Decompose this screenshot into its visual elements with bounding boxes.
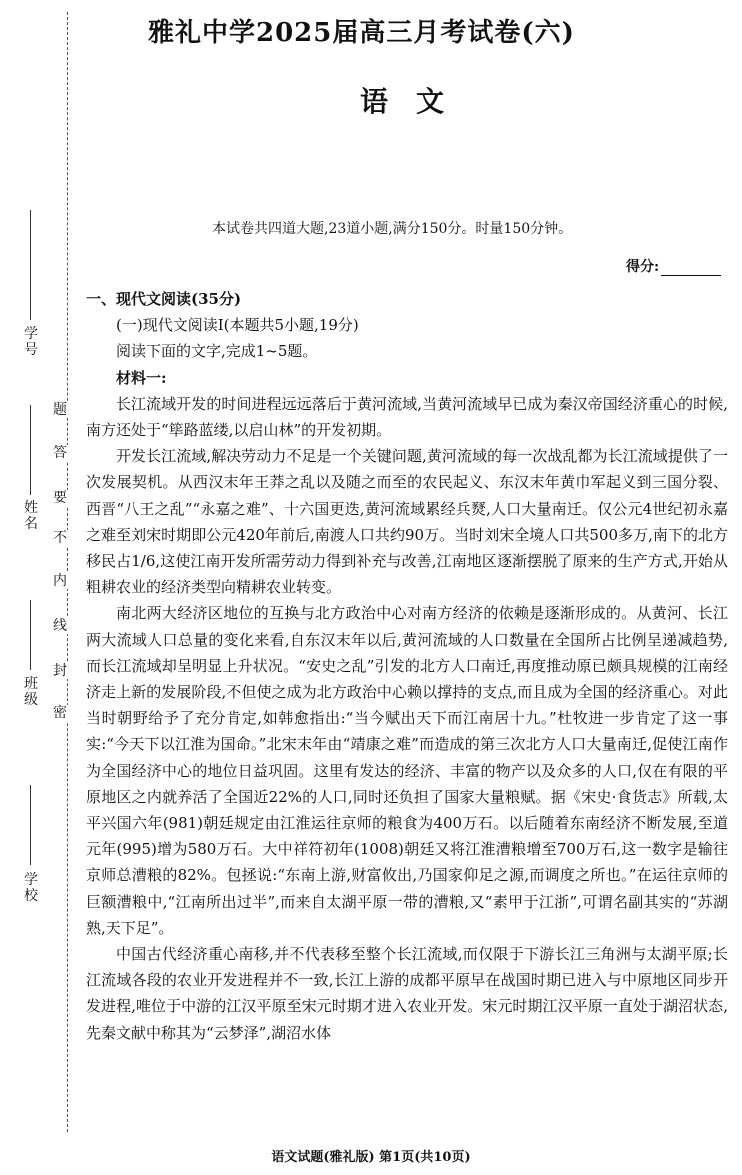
seal-char: 题 (53, 402, 67, 418)
school-label: 学校 (24, 872, 38, 904)
score-blank-line (661, 263, 721, 276)
binding-margin (0, 0, 80, 1175)
name-label: 姓名 (24, 500, 38, 532)
paragraph: 开发长江流域,解决劳动力不足是一个关键问题,黄河流域的每一次战乱都为长江流域提供了一次发展契机。从西汉末年王莽之乱以及随之而至的农民起义、东汉末年黄巾军起义到三国分裂、西晋“八王之乱”“永嘉之难”、十六国更迭,黄河流域累经兵燹,人口大量南迁。仅公元4世纪初永嘉之难至刘宋时期即公元420年前后,南渡人口共约90万。当时刘宋全境人口共500多万,南下的北方移民占1/6,这使江南开发所需劳动力得到补充与改善,江南地区逐渐摆脱了原来的生产方式,开始从粗耕农业的经济类型向精耕农业转变。 (86, 447, 728, 597)
seal-char: 封 (53, 663, 67, 679)
class-label: 班级 (24, 676, 38, 708)
score-field (626, 256, 721, 276)
student-id-label: 学号 (24, 326, 38, 358)
name-line (30, 405, 31, 495)
material-label: 材料一: (116, 368, 167, 387)
school-line (30, 785, 31, 865)
reading-directive: 阅读下面的文字,完成1~5题。 (116, 342, 318, 361)
paragraph: 南北两大经济区地位的互换与北方政治中心对南方经济的依赖是逐渐形成的。从黄河、长江两大流域人口总量的变化来看,自东汉末年以后,黄河流域的人口数量在全国所占比例呈递减趋势,而长江流域却呈明显上升状况。“安史之乱”引发的北方人口南迁,再度推动原已颇具规模的江南经济走上新的发展阶段,不但使之成为北方政治中心赖以撑持的支点,而且成为全国的经济重心。对此当时朝野给予了充分肯定,如韩愈指出:“当今赋出天下而江南居十九。”杜牧进一步肯定了这一事实:“今天下以江淮为国命。”北宋末年由“靖康之难”而造成的第三次北方人口大量南迁,促使江南作为全国经济中心的地位日益巩固。这里有发达的经济、丰富的物产以及众多的人口,仅在有限的平原地区之内就养活了全国近22%的人口,同时还负担了国家大量粮赋。据《宋史·食货志》所载,太平兴国六年(981)朝廷规定由江淮运往京师的粮食为400万石。以后随着东南经济不断发展,至道元年(995)增为580万石。大中祥符初年(1008)朝廷又将江淮漕粮增至700万石,这一数字是输往京师总漕粮的82%。包拯说:“东南上游,财富攸出,乃国家仰足之源,而调度之所也。”在运往京师的巨额漕粮中,“江南所出过半”,而来自太湖平原一带的漕粮,又“素甲于江浙”,可谓名副其实的“苏湖熟,天下足”。 (86, 604, 728, 937)
seal-char: 答 (53, 445, 67, 461)
score-label: 得分: (626, 259, 660, 275)
paragraph: 中国古代经济重心南移,并不代表移至整个长江流域,而仅限于下游长江三角洲与太湖平原;长江流域各段的农业开发进程并不一致,长江上游的成都平原早在战国时期已进入与中原地区同步开发进程,唯位于中游的江汉平原至宋元时期才进入农业开发。宋元时期江汉平原一直处于湖沼状态,先秦文献中称其为“云梦泽”,湖沼水体 (86, 945, 728, 1042)
seal-char: 线 (53, 618, 67, 634)
subject-title: 语文 (360, 85, 473, 118)
class-line (30, 600, 31, 670)
page-footer: 语文试题(雅礼版) 第1页(共10页) (271, 1150, 471, 1165)
student-id-line (30, 210, 31, 320)
exam-instructions: 本试卷共四道大题,23道小题,满分150分。时量150分钟。 (212, 221, 573, 237)
reading-section (86, 286, 728, 1046)
seal-char: 不 (53, 530, 67, 546)
exam-title: 雅礼中学2025届高三月考试卷(六) (148, 18, 575, 48)
seal-char: 内 (53, 573, 67, 589)
seal-char: 要 (53, 490, 67, 506)
section-heading: 一、现代文阅读(35分) (86, 290, 242, 308)
subsection-heading: (一)现代文阅读Ⅰ(本题共5小题,19分) (116, 316, 359, 335)
seal-dashed-line (67, 12, 68, 1132)
paragraph: 长江流域开发的时间进程远远落后于黄河流域,当黄河流域早已成为秦汉帝国经济重心的时候,南方还处于“筚路蓝缕,以启山林”的开发初期。 (86, 394, 728, 440)
seal-char: 密 (53, 705, 67, 721)
